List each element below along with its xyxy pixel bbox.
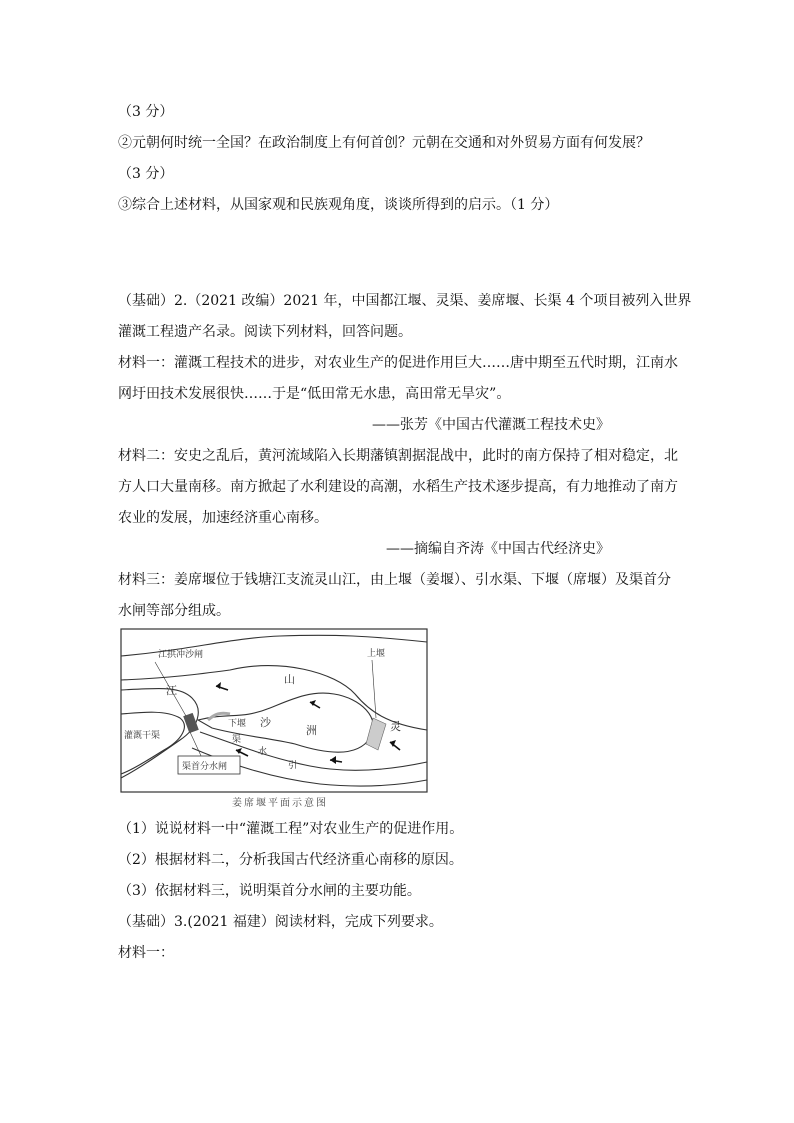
label-qu: 渠 (232, 735, 242, 745)
label-diversion-gate: 渠首分水闸 (182, 762, 228, 772)
material-2-source: ——摘编自齐涛《中国古代经济史》 (386, 541, 610, 557)
q3-material-1: 材料一： (118, 945, 174, 961)
map-caption: 姜席堰平面示意图 (232, 798, 328, 809)
subquestion-2: （2）根据材料二，分析我国古代经济重心南移的原因。 (118, 852, 463, 868)
jiangxiyan-map-figure (120, 628, 428, 810)
material-2-line2: 方人口大量南移。南方掀起了水利建设的高潮，水稻生产技术逐步提高，有力地推动了南方 (118, 479, 678, 495)
q2-intro-line1: （基础）2.（2021 改编）2021 年，中国都江堰、灵渠、姜席堰、长渠 4 个项目被列入世界 (118, 293, 692, 309)
subquestion-3: （3）依据材料三，说明渠首分水闸的主要功能。 (118, 883, 421, 899)
q2-intro-line2: 灌溉工程遗产名录。阅读下列材料，回答问题。 (118, 324, 412, 340)
label-shan: 山 (284, 673, 295, 686)
score-note-1: （3 分） (118, 104, 174, 120)
label-sha: 沙 (260, 716, 271, 729)
subquestion-1: （1）说说材料一中“灌溉工程”对农业生产的促进作用。 (118, 821, 464, 837)
score-note-2: （3 分） (118, 166, 174, 182)
material-1-source: ——张芳《中国古代灌溉工程技术史》 (372, 417, 610, 433)
label-yin: 引 (288, 761, 298, 771)
question-item-2: ②元朝何时统一全国？在政治制度上有何首创？元朝在交通和对外贸易方面有何发展？ (118, 135, 650, 151)
label-gate-top: 江拱冲沙闸 (158, 650, 204, 660)
material-3-line1: 材料三：姜席堰位于钱塘江支流灵山江，由上堰（姜堰）、引水渠、下堰（席堰）及渠首分 (118, 572, 671, 588)
label-main-canal: 灌溉干渠 (124, 731, 161, 741)
label-upper-weir: 上堰 (367, 649, 386, 659)
material-2-line1: 材料二：安史之乱后，黄河流域陷入长期藩镇割据混战中，此时的南方保持了相对稳定，北 (118, 448, 678, 464)
question-item-3: ③综合上述材料，从国家观和民族观角度，谈谈所得到的启示。（1 分） (118, 197, 559, 213)
material-1-line2: 网圩田技术发展很快……于是“低田常无水患，高田常无旱灾”。 (118, 386, 511, 402)
material-3-line2: 水闸等部分组成。 (118, 603, 230, 619)
label-zhou: 洲 (306, 724, 317, 737)
material-1-line1: 材料一：灌溉工程技术的进步，对农业生产的促进作用巨大……唐中期至五代时期，江南水 (118, 355, 678, 371)
label-shui: 水 (258, 747, 268, 757)
label-lower-weir: 下堰 (228, 719, 247, 729)
material-2-line3: 农业的发展，加速经济重心南移。 (118, 510, 328, 526)
jiangxiyan-map (120, 628, 428, 810)
label-jiang: 江 (166, 684, 177, 697)
q3-intro: （基础）3.(2021 福建）阅读材料，完成下列要求。 (118, 914, 443, 930)
label-ling: 灵 (390, 720, 401, 733)
